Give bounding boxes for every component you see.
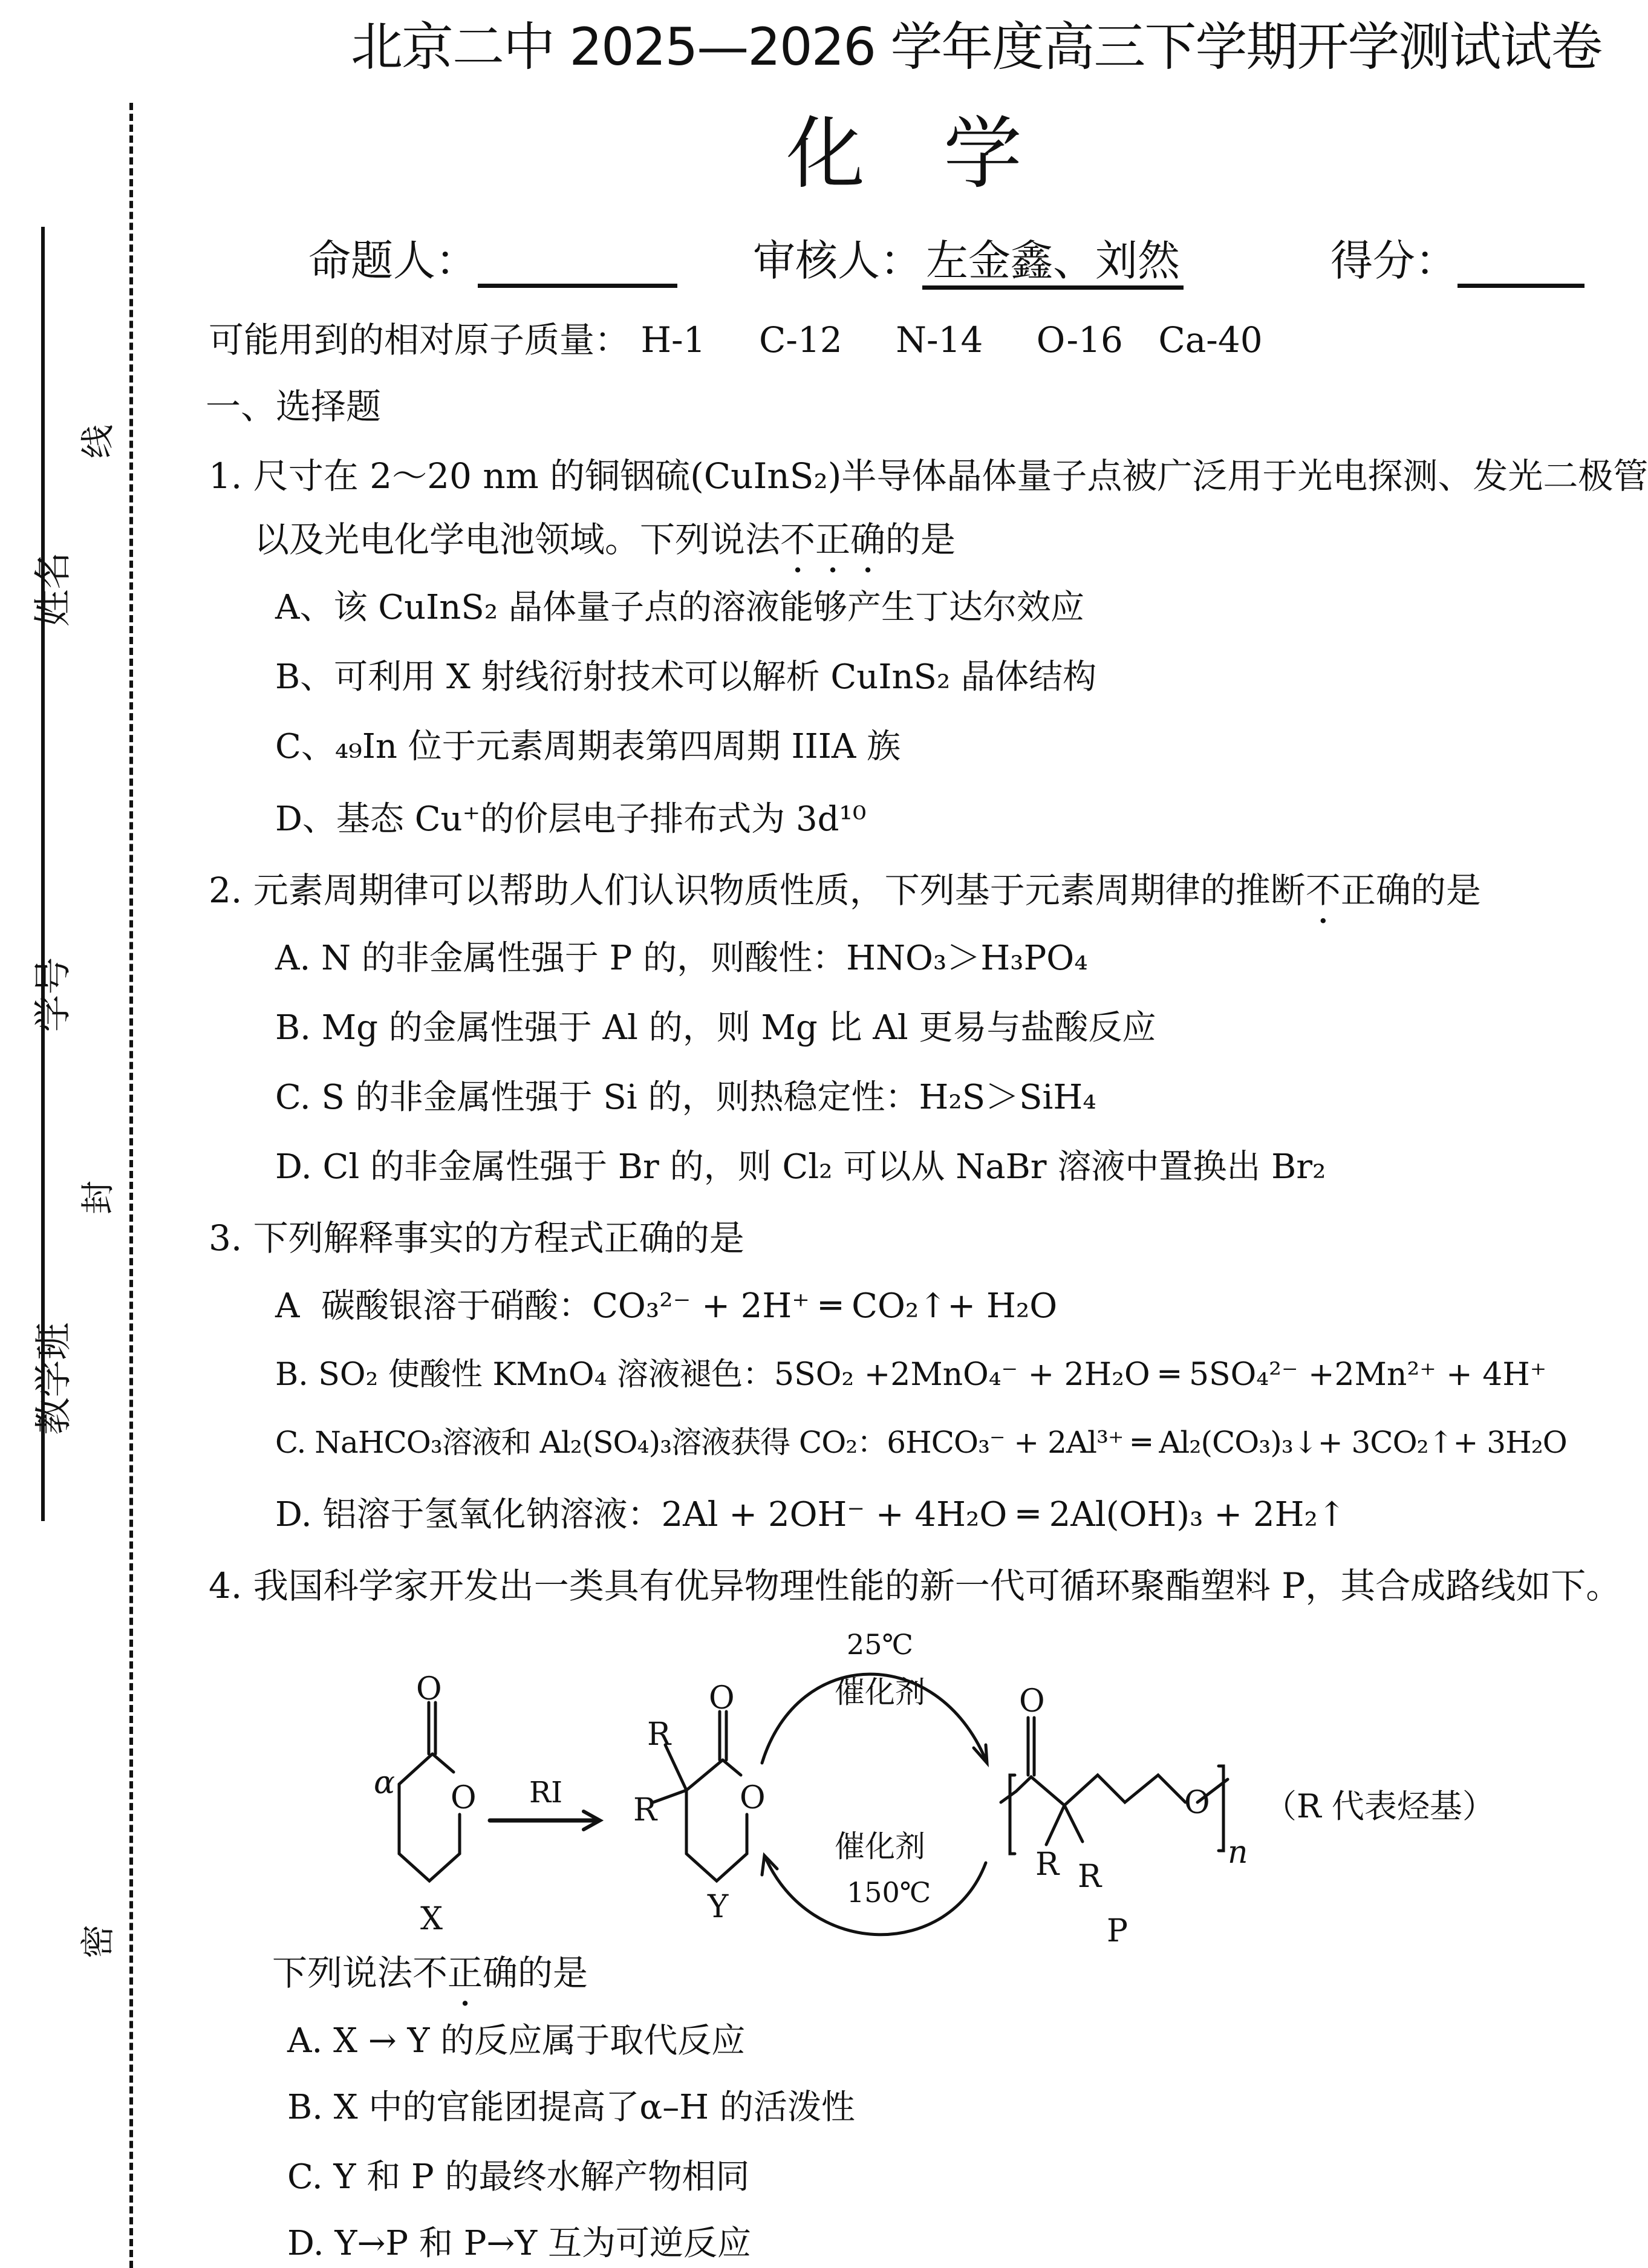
reagent-label: RI	[529, 1776, 563, 1810]
option-letter: B、	[275, 657, 334, 697]
option-text: 该 CuInS₂ 晶体量子点的溶液能够产生丁达尔效应	[333, 588, 1084, 627]
q2-number: 2.	[209, 870, 243, 911]
svg-text:O: O	[1184, 1785, 1210, 1821]
atomic-mass-c: C-12	[758, 319, 842, 360]
q2-stem-text: 元素周期律可以帮助人们认识物质性质，下列基于元素周期律的推断	[253, 870, 1306, 911]
q3-stem	[209, 1210, 744, 1260]
option-text: NaHCO₃溶液和 Al₂(SO₄)₃溶液获得 CO₂：6HCO₃⁻ + 2Al³⁺ ═ Al₂(CO₃)₃↓+ 3CO₂↑+ 3H₂O	[314, 1425, 1567, 1460]
student-id-field-label: 学号	[30, 957, 75, 1032]
option-text: Y 和 P 的最终水解产物相同	[333, 2157, 750, 2197]
author-label: 命题人：	[308, 236, 478, 285]
atomic-mass-line	[209, 311, 1263, 362]
option-letter: A、	[275, 588, 334, 627]
q2-option-c[interactable]	[275, 1070, 1096, 1119]
atomic-mass-ca: Ca-40	[1158, 319, 1263, 360]
r-group-note: （R 代表烃基）	[1264, 1787, 1495, 1825]
q1-option-b[interactable]	[275, 650, 1096, 699]
option-letter: A.	[287, 2021, 323, 2061]
reviewer-label: 审核人：	[753, 236, 922, 285]
y-r-group-1: R	[647, 1716, 671, 1753]
q3-option-c[interactable]	[275, 1418, 1567, 1462]
option-letter: A.	[275, 939, 311, 978]
reviewer-field	[753, 227, 1184, 288]
repeat-unit-n: n	[1228, 1834, 1248, 1871]
svg-text:O: O	[451, 1780, 477, 1816]
option-text: Cl 的非金属性强于 Br 的，则 Cl₂ 可以从 NaBr 溶液中置换出 Br₂	[322, 1147, 1326, 1187]
q2-stem-end: 正确的是	[1340, 870, 1481, 911]
compound-x-label: X	[420, 1901, 443, 1937]
q4-number: 4.	[209, 1565, 243, 1606]
option-text: 可利用 X 射线衍射技术可以解析 CuInS₂ 晶体结构	[334, 657, 1097, 697]
option-text: SO₂ 使酸性 KMnO₄ 溶液褪色：5SO₂ +2MnO₄⁻ + 2H₂O ═ 5SO₄²⁻ +2Mn²⁺ + 4H⁺	[318, 1357, 1547, 1393]
q3-option-d[interactable]	[275, 1488, 1346, 1536]
q4-option-d[interactable]	[287, 2217, 751, 2265]
q1-stem-end: 的是	[885, 519, 956, 560]
score-blank[interactable]	[1457, 247, 1584, 288]
margin-marker-secret: 密	[79, 1924, 118, 1958]
p-r-group-2: R	[1078, 1859, 1102, 1895]
name-field-label: 姓名	[30, 552, 75, 627]
option-text: ₄₉In 位于元素周期表第四周期 IIIA 族	[334, 727, 901, 766]
reviewer-value: 左金鑫、刘然	[922, 236, 1184, 290]
q3-option-b[interactable]	[275, 1349, 1546, 1394]
score-field	[1330, 227, 1584, 288]
option-letter: B.	[275, 1008, 311, 1048]
svg-text:O: O	[1019, 1683, 1045, 1719]
exam-title: 北京二中 2025—2026 学年度高三下学期开学测试试卷	[351, 17, 1602, 77]
option-text: N 的非金属性强于 P 的，则酸性：HNO₃＞H₃PO₄	[321, 939, 1088, 978]
atomic-mass-label: 可能用到的相对原子质量：	[209, 319, 630, 360]
q1-option-c[interactable]	[275, 720, 901, 768]
option-text: Mg 的金属性强于 Al 的，则 Mg 比 Al 更易与盐酸反应	[321, 1008, 1156, 1048]
compound-y-label: Y	[708, 1889, 729, 1925]
q4-option-b[interactable]	[287, 2081, 855, 2129]
q3-option-a[interactable]	[275, 1279, 1057, 1328]
forward-catalyst: 催化剂	[835, 1675, 925, 1710]
q4-stem	[209, 1557, 1621, 1608]
q2-option-b[interactable]	[275, 1001, 1156, 1049]
forward-temperature: 25℃	[847, 1628, 913, 1661]
q4-sub-stem-text: 下列说法不	[272, 1952, 448, 1993]
reaction-scheme	[339, 1621, 1639, 1949]
option-letter: B.	[275, 1357, 308, 1393]
margin-marker-line: 线	[79, 425, 118, 458]
svg-text:O: O	[709, 1680, 735, 1716]
q2-option-a[interactable]	[275, 931, 1088, 980]
q1-emphasis: 不正确	[780, 519, 886, 560]
option-letter: C.	[275, 1425, 306, 1460]
q4-emphasis: 正	[448, 1952, 483, 1993]
reverse-catalyst: 催化剂	[835, 1829, 925, 1864]
q1-option-d[interactable]	[275, 792, 866, 841]
option-letter: B.	[287, 2088, 323, 2127]
atomic-mass-h: H-1	[640, 319, 706, 360]
option-letter: A	[275, 1286, 300, 1326]
option-text: 铝溶于氢氧化钠溶液：2Al + 2OH⁻ + 4H₂O ═ 2Al(OH)₃ + 2H₂↑	[322, 1495, 1346, 1534]
option-text: S 的非金属性强于 Si 的，则热稳定性：H₂S＞SiH₄	[321, 1078, 1096, 1117]
q1-stem-text2: 以及光电化学电池领域。下列说法	[254, 519, 781, 560]
atomic-mass-n: N-14	[896, 319, 983, 360]
option-letter: C、	[275, 727, 335, 766]
q2-option-d[interactable]	[275, 1140, 1326, 1188]
option-text: X 中的官能团提高了α–H 的活泼性	[333, 2088, 855, 2127]
subject-title: 化学	[786, 108, 1101, 200]
option-letter: C.	[275, 1078, 311, 1117]
y-r-group-2: R	[633, 1792, 657, 1828]
author-blank[interactable]	[478, 247, 677, 288]
section-heading: 一、选择题	[206, 386, 382, 427]
p-r-group-1: R	[1035, 1846, 1060, 1883]
q3-stem-text: 下列解释事实的方程式正确的是	[253, 1217, 744, 1259]
reverse-temperature: 150℃	[847, 1876, 931, 1909]
option-letter: D.	[275, 1147, 312, 1187]
q4-stem-text: 我国科学家开发出一类具有优异物理性能的新一代可循环聚酯塑料 P，其合成路线如下。	[253, 1565, 1621, 1606]
author-field	[308, 227, 677, 288]
q1-number: 1.	[209, 455, 243, 497]
option-text: X → Y 的反应属于取代反应	[333, 2021, 746, 2061]
q1-option-a[interactable]	[275, 581, 1084, 629]
compound-p-label: P	[1107, 1913, 1128, 1949]
q4-sub-stem	[272, 1944, 588, 2014]
q2-emphasis: 不	[1305, 870, 1341, 911]
q4-option-a[interactable]	[287, 2014, 745, 2062]
binding-line-dashed	[129, 103, 133, 2268]
q1-stem-text: 尺寸在 2～20 nm 的铜铟硫(CuInS₂)半导体晶体量子点被广泛用于光电探测、发光二极管	[253, 455, 1648, 497]
q1-stem-line1	[209, 448, 1648, 498]
option-text: Y→P 和 P→Y 互为可逆反应	[334, 2224, 752, 2263]
option-letter: D、	[275, 800, 336, 839]
option-letter: D.	[287, 2224, 324, 2263]
option-letter: D.	[275, 1495, 312, 1534]
q4-sub-stem-end: 确的是	[483, 1952, 588, 1993]
margin-marker-seal: 封	[79, 1181, 118, 1214]
class-field-label: 教学班	[31, 1322, 76, 1435]
option-text: 碳酸银溶于硝酸：CO₃²⁻ + 2H⁺ ═ CO₂↑+ H₂O	[321, 1286, 1058, 1326]
atomic-mass-o: O-16	[1036, 319, 1123, 360]
x-carbonyl-o: O	[416, 1671, 442, 1707]
score-label: 得分：	[1330, 236, 1457, 285]
svg-text:O: O	[740, 1780, 766, 1816]
option-text: 基态 Cu⁺的价层电子排布式为 3d¹⁰	[336, 800, 867, 839]
q1-stem-line2	[254, 511, 956, 581]
alpha-label: α	[374, 1765, 396, 1801]
q3-number: 3.	[209, 1217, 243, 1259]
q4-option-c[interactable]	[287, 2150, 750, 2198]
q2-stem	[209, 862, 1481, 931]
option-letter: C.	[287, 2157, 323, 2197]
